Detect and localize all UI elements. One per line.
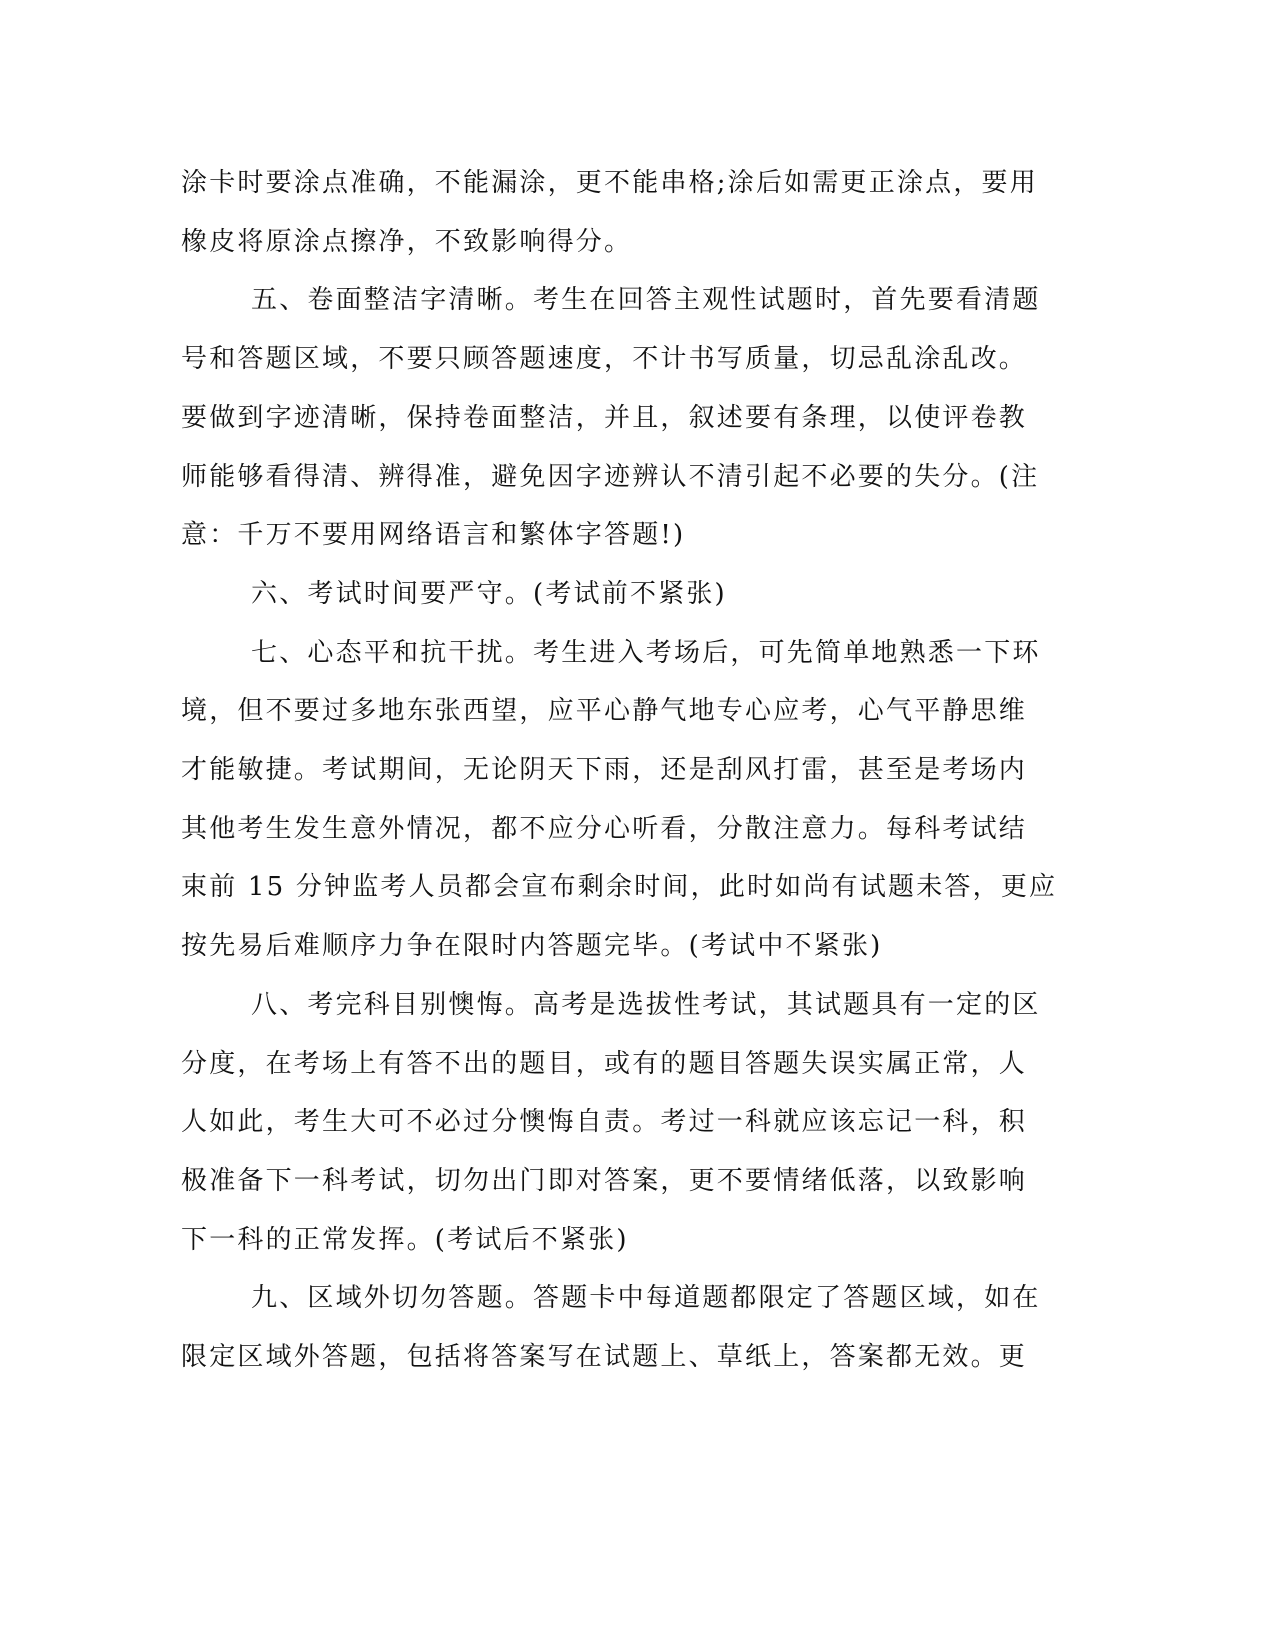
text-line: 境，但不要过多地东张西望，应平心静气地专心应考，心气平静思维 <box>181 696 1028 727</box>
paragraph-first-line: 七、心态平和抗干扰。考生进入考场后，可先简单地熟悉一下环 <box>251 637 1041 668</box>
text-line: 分度，在考场上有答不出的题目，或有的题目答题失误实属正常，人 <box>181 1048 1028 1079</box>
paragraph-first-line: 九、区域外切勿答题。答题卡中每道题都限定了答题区域，如在 <box>251 1283 1041 1314</box>
text-line: 号和答题区域，不要只顾答题速度，不计书写质量，切忌乱涂乱改。 <box>181 344 1028 375</box>
text-line: 其他考生发生意外情况，都不应分心听看，分散注意力。每科考试结 <box>181 813 1028 844</box>
text-line: 人如此，考生大可不必过分懊悔自责。考过一科就应该忘记一科，积 <box>181 1107 1028 1138</box>
text-line: 橡皮将原涂点擦净，不致影响得分。 <box>181 226 633 257</box>
text-line: 极准备下一科考试，切勿出门即对答案，更不要情绪低落，以致影响 <box>181 1165 1028 1196</box>
text-line: 限定区域外答题，包括将答案写在试题上、草纸上，答案都无效。更 <box>181 1342 1028 1372</box>
text-line: 束前 15 分钟监考人员都会宣布剩余时间，此时如尚有试题未答，更应 <box>181 872 1058 903</box>
text-line: 要做到字迹清晰，保持卷面整洁，并且，叙述要有条理，以使评卷教 <box>181 402 1028 433</box>
text-line: 下一科的正常发挥。(考试后不紧张) <box>181 1224 629 1255</box>
text-line: 涂卡时要涂点准确，不能漏涂，更不能串格;涂后如需更正涂点，要用 <box>181 168 1038 198</box>
text-line: 意：千万不要用网络语言和繁体字答题!) <box>181 520 686 551</box>
text-line: 师能够看得清、辨得准，避免因字迹辨认不清引起不必要的失分。(注 <box>181 461 1040 492</box>
paragraph-first-line: 八、考完科目别懊悔。高考是选拔性考试，其试题具有一定的区 <box>251 989 1041 1020</box>
paragraph-first-line: 五、卷面整洁字清晰。考生在回答主观性试题时，首先要看清题 <box>251 285 1041 316</box>
text-line: 才能敏捷。考试期间，无论阴天下雨，还是刮风打雷，甚至是考场内 <box>181 755 1028 785</box>
text-line: 按先易后难顺序力争在限时内答题完毕。(考试中不紧张) <box>181 931 883 962</box>
paragraph-first-line: 六、考试时间要严守。(考试前不紧张) <box>251 578 727 609</box>
